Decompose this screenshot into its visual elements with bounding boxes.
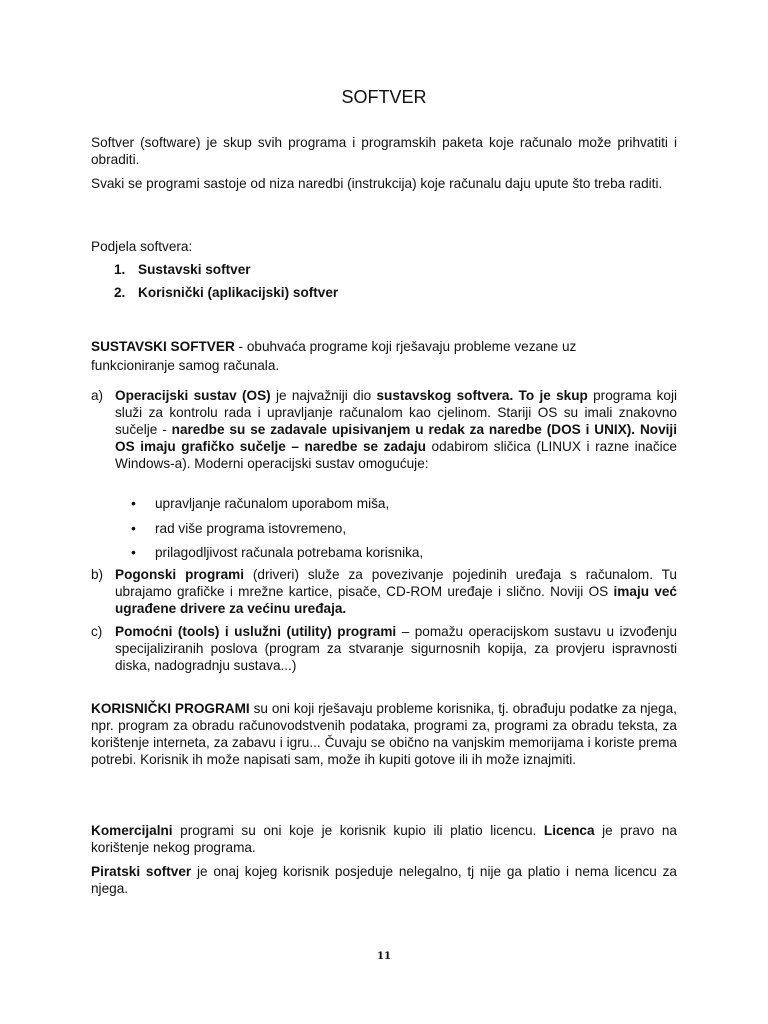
os-text-part: odabirom sličica (LINUX i razne inačice Windows-a). Moderni operacijski sustav omogućuje: — [115, 439, 677, 471]
item-label: b) — [91, 567, 104, 582]
software-term: Softver — [91, 135, 135, 150]
system-software-term: SUSTAVSKI SOFTVER — [91, 339, 235, 354]
bullet-icon: • — [131, 544, 136, 560]
system-software-description: - obuhvaća programe koji rješavaju probleme vezane uz funkcioniranje samog računala. — [91, 339, 577, 373]
item-c-text — [115, 623, 677, 674]
utilities-text-part: – pomažu operacijskom sustavu u izvođenju specijaliziranih poslova (program za stvaranje sigurnosnih kopija, za provjeru ispravnosti diska, nadogradnju sustava...) — [115, 624, 677, 673]
utilities-term: Pomoćni (tools) i uslužni (utility) programi — [115, 624, 397, 639]
item-c-utilities — [91, 623, 677, 674]
pirate-paragraph — [91, 863, 677, 897]
division-item-1 — [114, 261, 614, 278]
commercial-text-part: je pravo na korištenje nekog programa. — [91, 823, 677, 855]
software-definition: (software) je skup svih programa i programskih paketa koje računalo može prihvatiti i obraditi. — [91, 135, 677, 167]
item-label: c) — [91, 624, 103, 639]
page-title: SOFTVER — [341, 87, 427, 107]
division-item-number: 1. — [114, 262, 126, 277]
os-term: Operacijski sustav (OS) — [115, 388, 271, 403]
bullet-item — [131, 520, 651, 537]
licence-term: Licenca — [543, 823, 595, 838]
commercial-text-part: programi su oni koje je korisnik kupio ili platio licencu. — [172, 823, 544, 838]
item-b-drivers — [91, 566, 677, 617]
bullet-icon: • — [131, 495, 136, 511]
division-heading: Podjela softvera: — [91, 239, 193, 254]
commercial-paragraph — [91, 822, 677, 856]
os-text-bold: sustavskog softvera. To je skup — [376, 388, 588, 403]
division-item-label: Sustavski softver — [138, 262, 251, 277]
bullet-item — [131, 495, 651, 512]
bullet-item — [131, 544, 651, 561]
item-a-operating-system — [91, 387, 677, 472]
drivers-text-part: (driveri) služe za povezivanje pojedinih uređaja s računalom. Tu ubrajamo grafičke i mrežne kartice, pisače, CD-ROM uređaje i slično. Noviji OS — [115, 567, 677, 599]
division-item-2 — [114, 284, 614, 301]
drivers-term: Pogonski programi — [115, 567, 244, 582]
item-b-text — [115, 566, 677, 617]
os-text-bold: naredbe su se zadavale upisivanjem u redak za naredbe (DOS i UNIX). Noviji OS imaju grafičko sučelje – naredbe se zadaju — [115, 422, 677, 454]
division-item-label: Korisnički (aplikacijski) softver — [138, 285, 339, 300]
bullet-icon: • — [131, 520, 136, 536]
system-software-paragraph — [91, 337, 651, 375]
pirate-term: Piratski softver — [91, 864, 192, 879]
pirate-description: je onaj kojeg korisnik posjeduje nelegalno, tj nije ga platio i nema licencu za njega. — [91, 864, 677, 896]
drivers-text-bold: imaju već ugrađene drivere za većinu uređaja. — [115, 584, 677, 616]
intro-paragraph-1 — [91, 134, 677, 168]
os-text-part: programa koji služi za kontrolu rada i upravljanje računalom kao cjelinom. Stariji OS su imali znakovno sučelje - — [115, 388, 677, 437]
item-label: a) — [91, 388, 104, 403]
page-number: 11 — [377, 951, 391, 962]
user-programs-term: KORISNIČKI PROGRAMI — [91, 701, 250, 716]
user-programs-description: su oni koji rješavaju probleme korisnika, tj. obrađuju podatke za njega, npr. program za obradu računovodstvenih podataka, programi za, programi za obradu teksta, za korištenje interneta, za zabavu i igru... Čuvaju se obično na vanjskim memorijama i koriste prema potrebi. Korisnik ih može napisati sam, može ih kupiti gotove ili ih može iznajmiti. — [91, 701, 677, 767]
bullet-text: prilagodljivost računala potrebama korisnika, — [155, 545, 424, 560]
os-text-part: je najvažniji dio — [270, 388, 377, 403]
commercial-term: Komercijalni — [91, 823, 173, 838]
item-a-text — [115, 387, 677, 472]
intro-paragraph-2: Svaki se programi sastoje od niza naredbi (instrukcija) koje računalu daju upute što treba raditi. — [91, 176, 663, 191]
bullet-text: upravljanje računalom uporabom miša, — [155, 496, 390, 511]
bullet-text: rad više programa istovremeno, — [155, 521, 347, 536]
user-programs-paragraph — [91, 700, 677, 768]
division-item-number: 2. — [114, 285, 126, 300]
